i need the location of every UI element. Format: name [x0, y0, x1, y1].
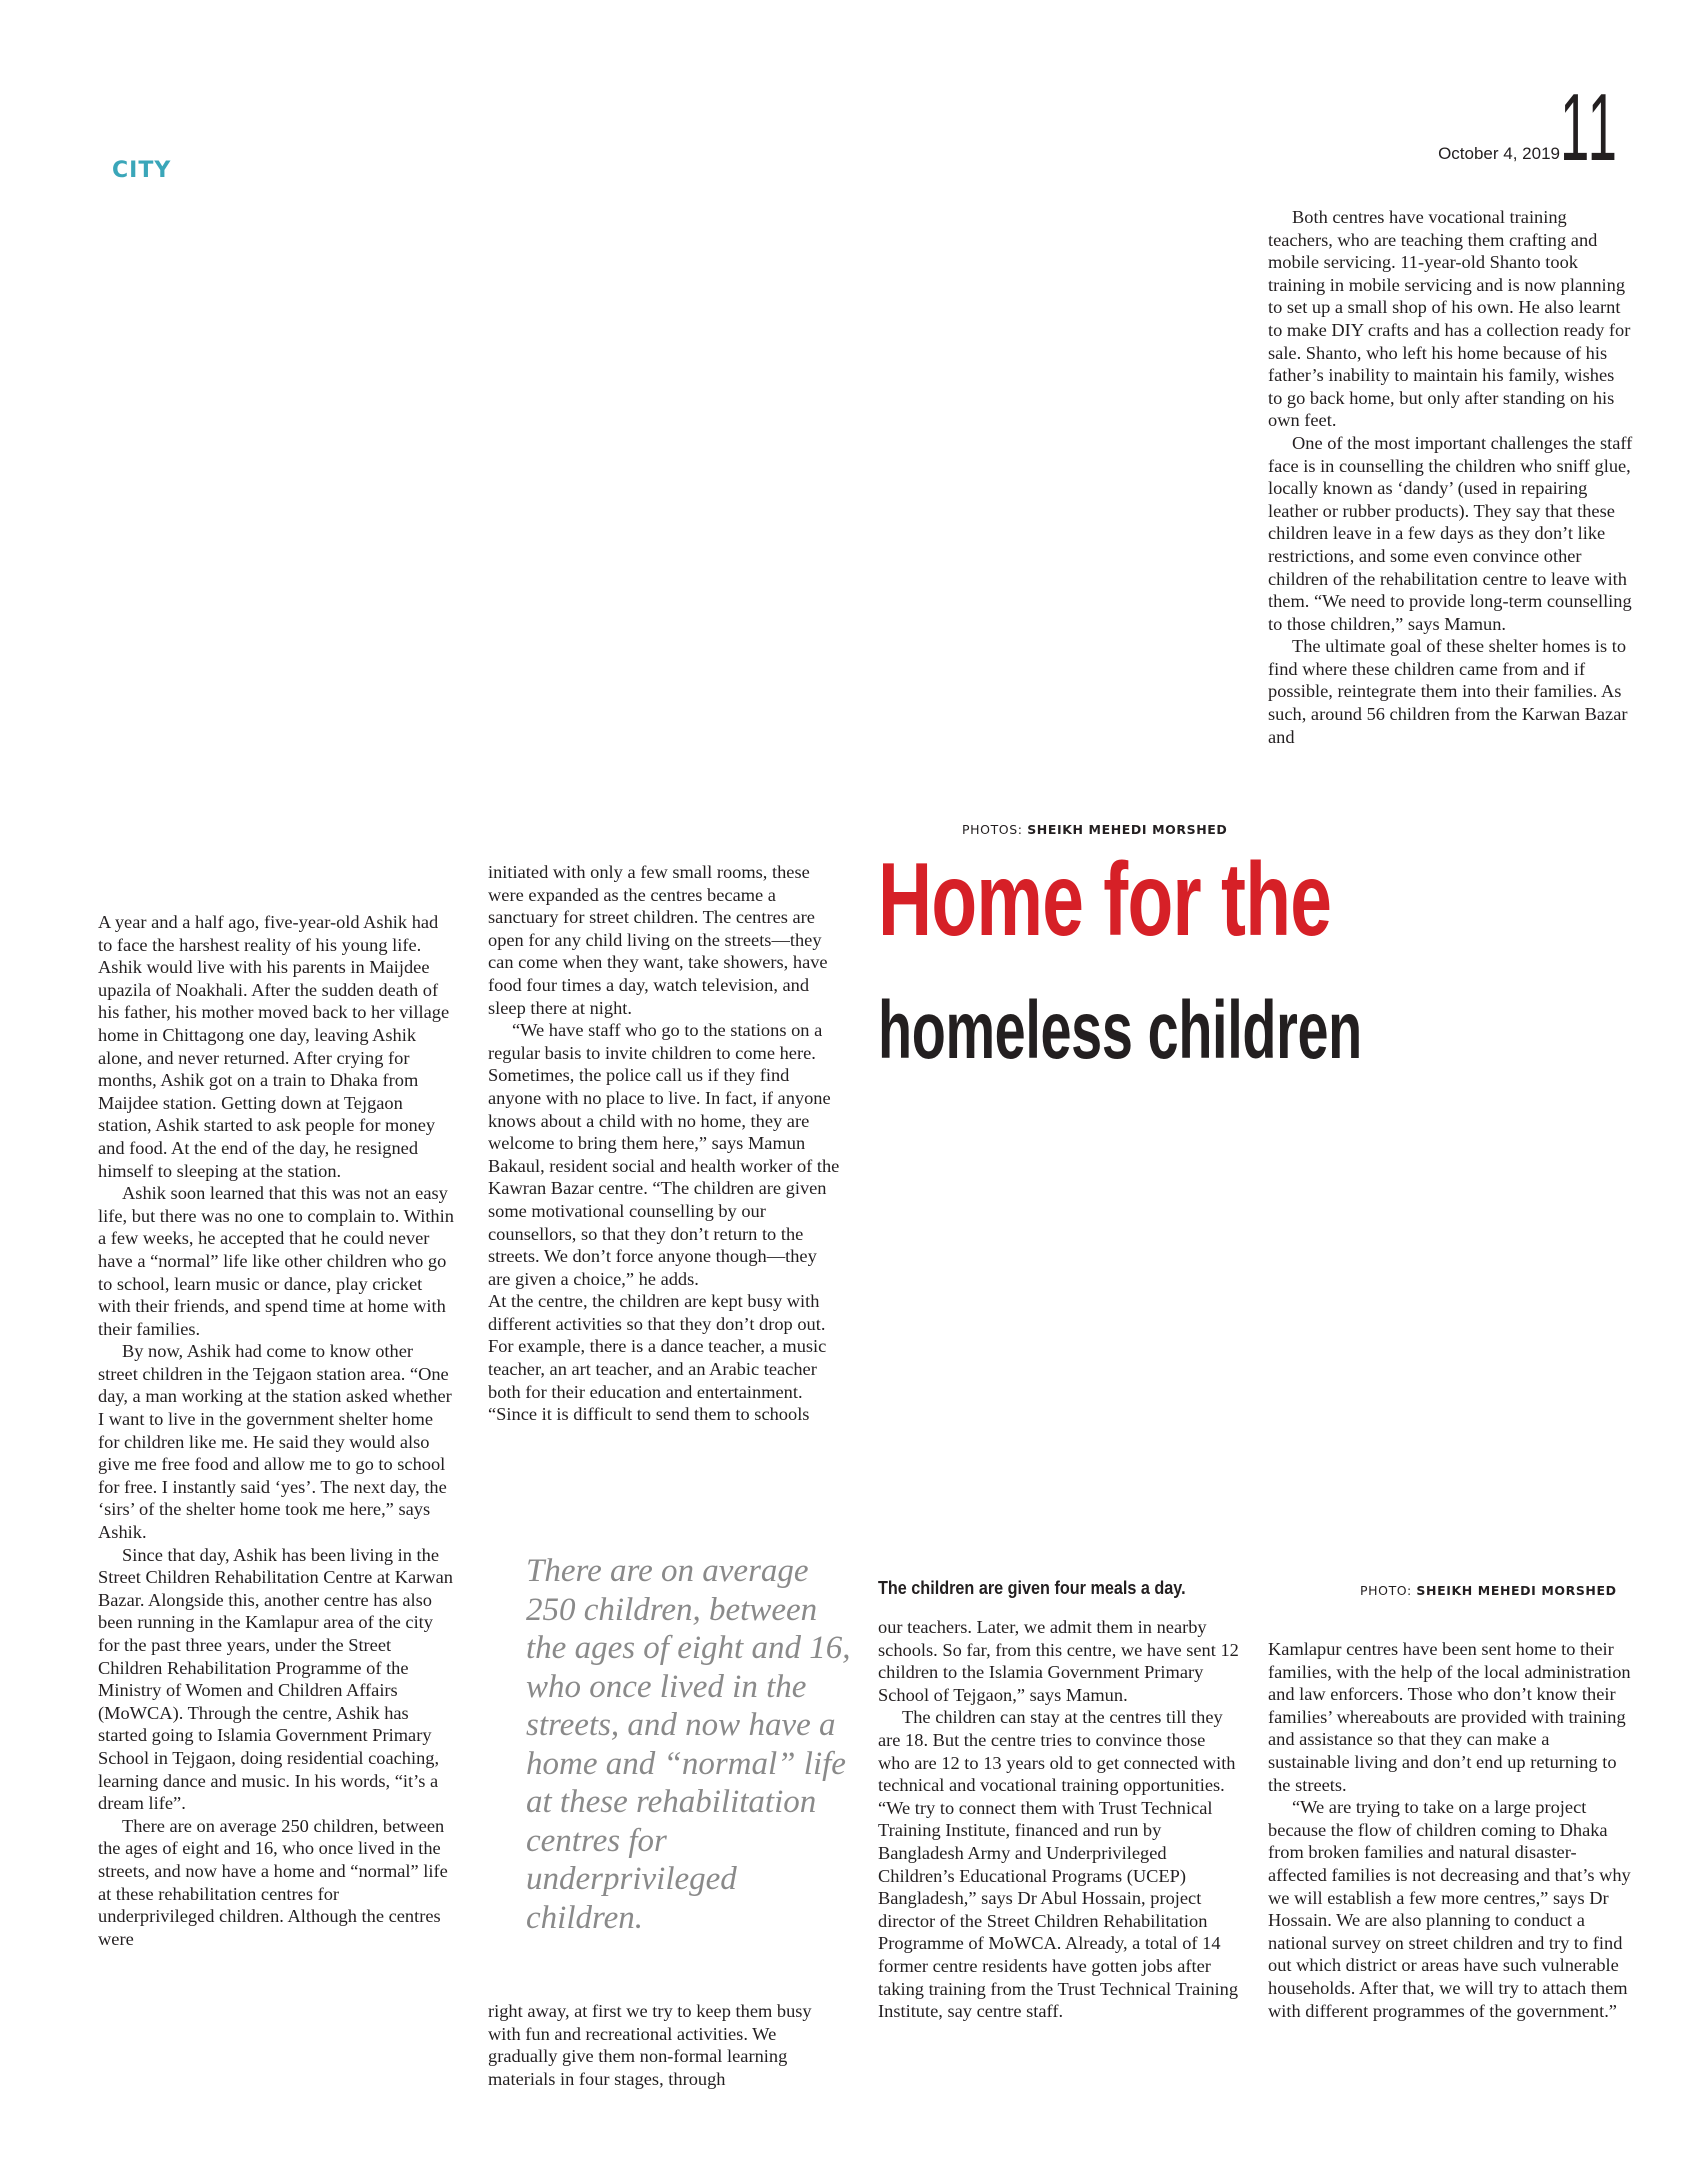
paragraph: One of the most important challenges the staff face is in counselling the children who sniff glue, locally known as ‘dandy’ (used in repairing leather or rubber products). They say that these children leave in a few days as they don’t like restrictions, and some even convince other children of the rehabilitation centre to leave with them. “We need to provide long-term counselling to those children,” says Mamun.	[1268, 432, 1633, 634]
article-column-1	[98, 911, 456, 1950]
paragraph: By now, Ashik had come to know other street children in the Tejgaon station area. “One day, a man working at the station asked whether I want to live in the government shelter home for children like me. He said they would also give me free food and allow me to go to school for free. I instantly said ‘yes’. The next day, the ‘sirs’ of the shelter home took me here,” says Ashik.	[98, 1341, 452, 1543]
paragraph: Ashik soon learned that this was not an easy life, but there was no one to complain to. Within a few weeks, he accepted that he could never have a “normal” life like other children who go to school, learn music or dance, play cricket with their friends, and spend time at home with their families.	[98, 1183, 454, 1339]
photo-credit-prefix: PHOTO:	[1360, 1583, 1412, 1598]
photo-credit-top	[962, 822, 1227, 837]
article-column-2-top	[488, 861, 840, 1426]
photo-caption: The children are given four meals a day.	[878, 1578, 1186, 1598]
headline-line-2: homeless children	[878, 985, 1362, 1076]
lead-paragraph: A year and a half ago, five-year-old Ashik had to face the harshest reality of his young life. Ashik would live with his parents in Maijdee upazila of Noakhali. After the sudden death of his father, his mother moved back to her village home in Chittagong one day, leaving Ashik alone, and never returned. After crying for months, Ashik got on a train to Dhaka from Maijdee station. Getting down at Tejgaon station, Ashik started to ask people for money and food. At the end of the day, he resigned himself to sleeping at the station.	[98, 912, 450, 1181]
section-label: CITY	[112, 158, 172, 183]
article-column-2-bottom	[488, 2000, 840, 2090]
page-number: 11	[1560, 74, 1620, 181]
paragraph: At the centre, the children are kept busy with different activities so that they don’t drop out. For example, there is a dance teacher, a music teacher, an art teacher, and an Arabic teacher both for their education and entertainment. “Since it is difficult to send them to schools	[488, 1291, 827, 1425]
paragraph: our teachers. Later, we admit them in nearby schools. So far, from this centre, we have sent 12 children to the Islamia Government Primary School of Tejgaon,” says Mamun.	[878, 1617, 1239, 1705]
pull-quote: There are on average 250 children, between the ages of eight and 16, who once lived in the streets, and now have a home and “normal” life at these rehabilitation centres for underprivileged children.	[526, 1553, 851, 1936]
paragraph: right away, at first we try to keep them busy with fun and recreational activities. We gradually give them non-formal learning materials in four stages, through	[488, 2001, 812, 2089]
paragraph: Both centres have vocational training teachers, who are teaching them crafting and mobile servicing. 11-year-old Shanto took training in mobile servicing and is now planning to set up a small shop of his own. He also learnt to make DIY crafts and has a collection ready for sale. Shanto, who left his home because of his father’s inability to maintain his family, wishes to go back home, but only after standing on his own feet.	[1268, 207, 1631, 431]
article-column-3	[878, 1616, 1240, 2023]
paragraph: Since that day, Ashik has been living in the Street Children Rehabilitation Centre at Karwan Bazar. Alongside this, another centre has also been running in the Kamlapur area of the city for the past three years, under the Street Children Rehabilitation Programme of the Ministry of Women and Children Affairs (MoWCA). Through the centre, Ashik has started going to Islamia Government Primary School in Tejgaon, doing residential coaching, learning dance and music. In his words, “it’s a dream life”.	[98, 1544, 453, 1814]
article-column-4-bottom	[1268, 1638, 1633, 2022]
photo-credit-name: SHEIKH MEHEDI MORSHED	[1416, 1583, 1617, 1598]
photo-credit-bottom	[1360, 1583, 1617, 1598]
issue-date: October 4, 2019	[1438, 144, 1560, 163]
paragraph: There are on average 250 children, between the ages of eight and 16, who once lived in the streets, and now have a home and “normal” life at these rehabilitation centres for underprivileged children. Although the centres were	[98, 1815, 448, 1949]
paragraph: Kamlapur centres have been sent home to their families, with the help of the local administration and law enforcers. Those who don’t know their families’ whereabouts are provided with training and assistance so that they can make a sustainable living and don’t end up returning to the streets.	[1268, 1639, 1631, 1795]
headline-line-1: Home for the	[878, 842, 1332, 958]
paragraph: “We have staff who go to the stations on a regular basis to invite children to come here. Sometimes, the police call us if they find anyone with no place to live. In fact, if anyone knows about a child with no home, they are welcome to bring them here,” says Mamun Bakaul, resident social and health worker of the Kawran Bazar centre. “The children are given some motivational counselling by our counsellors, so that they don’t return to the streets. We don’t force anyone though—they are given a choice,” he adds.	[488, 1020, 840, 1289]
paragraph: initiated with only a few small rooms, these were expanded as the centres became a sanctuary for street children. The centres are open for any child living on the streets—they can come when they want, take showers, have food four times a day, watch television, and sleep there at night.	[488, 862, 828, 1018]
article-column-4-top	[1268, 206, 1633, 748]
paragraph: The ultimate goal of these shelter homes is to find where these children came from and if possible, reintegrate them into their families. As such, around 56 children from the Karwan Bazar and	[1268, 636, 1628, 747]
photo-credit-name: SHEIKH MEHEDI MORSHED	[1027, 822, 1228, 837]
paragraph: “We are trying to take on a large project because the flow of children coming to Dhaka from broken families and natural disaster-affected families is not decreasing and that’s why we will establish a few more centres,” says Dr Hossain. We are also planning to conduct a national survey on street children and try to find out which district or areas have such vulnerable households. After that, we will try to attach them with different programmes of the government.”	[1268, 1797, 1631, 2021]
paragraph: The children can stay at the centres till they are 18. But the centre tries to convince those who are 12 to 13 years old to get connected with technical and vocational training opportunities. “We try to connect them with Trust Technical Training Institute, financed and run by Bangladesh Army and Underprivileged Children’s Educational Programs (UCEP) Bangladesh,” says Dr Abul Hossain, project director of the Street Children Rehabilitation Programme of MoWCA. Already, a total of 14 former centre residents have gotten jobs after taking training from the Trust Technical Training Institute, say centre staff.	[878, 1707, 1239, 2022]
photo-credit-prefix: PHOTOS:	[962, 822, 1023, 837]
